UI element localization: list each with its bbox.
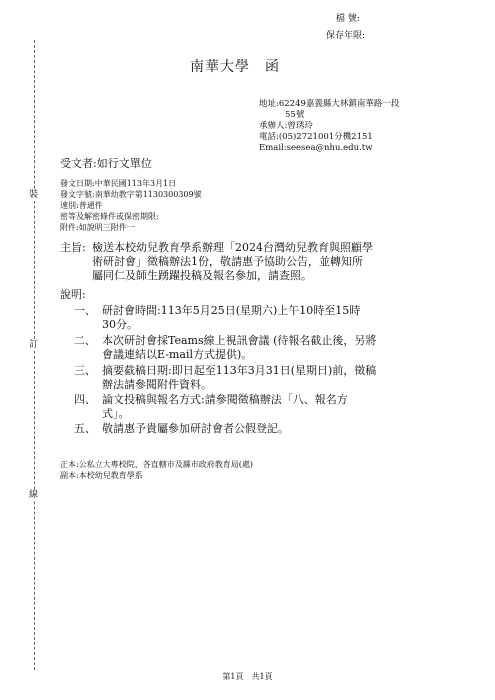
doc-number: 發文字號:南華幼教字第1130300309號 — [60, 190, 202, 199]
explanation-label: 說明: — [60, 288, 86, 301]
subject-line: 術研討會」徵稿辦法1份，敬請惠予協助公告，並轉知所 — [92, 255, 363, 268]
handler: 承辦人:曾琇玲 — [259, 121, 313, 131]
explanation-item-num: 三、 — [74, 364, 96, 377]
explanation-line: 式」。 — [102, 407, 130, 420]
subject-label: 主旨: — [60, 241, 86, 254]
distribution-block — [60, 459, 253, 481]
binding-mark-xian: 線 — [29, 490, 39, 500]
explanation-item — [102, 304, 360, 332]
explanation-item-num: 一、 — [74, 304, 96, 317]
attachment: 附件:如說明三附件一 — [60, 223, 135, 232]
contact-block — [259, 99, 399, 154]
subject-text — [92, 241, 373, 283]
subject-line: 檢送本校幼兒教育學系辦理「2024台灣幼兒教育與照顧學 — [92, 241, 373, 254]
explanation-item — [102, 364, 376, 392]
binding-mark-ding: 訂 — [29, 340, 39, 350]
explanation-line: 30分。 — [102, 318, 138, 331]
page-title: 南華大學 函 — [190, 59, 280, 75]
explanation-item — [102, 422, 289, 436]
distribution-main: 正本:公私立大專校院、各直轄市及縣市政府教育局(處) — [60, 460, 253, 469]
phone: 電話:(05)2721001分機2151 — [259, 132, 373, 142]
explanation-item-num: 五、 — [74, 422, 96, 435]
binding-line — [34, 40, 35, 670]
retention-label: 保存年限: — [326, 31, 366, 41]
explanation-line: 研討會時間:113年5月25日(星期六)上午10時至15時 — [102, 304, 361, 317]
recipient: 受文者:如行文單位 — [60, 157, 152, 170]
send-date: 發文日期:中華民國113年3月1日 — [60, 179, 177, 188]
explanation-line: 論文投稿與報名方式:請參閱徵稿辦法「八、報名方 — [102, 393, 348, 406]
address-line1: 地址:62249嘉義縣大林鎮南華路一段 — [259, 99, 400, 109]
distribution-copy: 副本:本校幼兒教育學系 — [60, 471, 143, 480]
explanation-item-num: 二、 — [74, 334, 96, 347]
page-number: 第1頁 共1頁 — [222, 672, 273, 681]
explanation-line: 摘要截稿日期:即日起至113年3月31日(星期日)前，徵稿 — [102, 364, 377, 377]
explanation-item-num: 四、 — [74, 393, 96, 406]
explanation-line: 會議連結以E-mail方式提供)。 — [102, 348, 253, 361]
explanation-item — [102, 393, 348, 421]
explanation-line: 本次研討會採Teams線上視訊會議 (待報名截止後，另將 — [102, 334, 377, 347]
speed: 速別:普通件 — [60, 201, 103, 210]
archive-no-label: 檔 號: — [336, 14, 360, 24]
subject-line: 屬同仁及師生踴躍投稿及報名參加，請查照。 — [92, 269, 312, 282]
explanation-line: 辦法請參閱附件資料。 — [102, 378, 212, 391]
explanation-item — [102, 334, 376, 362]
binding-mark-zhuang: 裝 — [29, 190, 39, 200]
explanation-line: 敬請惠予貴屬參加研討會者公假登記。 — [102, 422, 289, 435]
address-line2: 55號 — [285, 110, 305, 120]
email: Email:seesea@nhu.edu.tw — [259, 143, 373, 153]
meta-block — [60, 178, 202, 233]
security-level: 密等及解密條件或保密期限: — [60, 212, 159, 221]
